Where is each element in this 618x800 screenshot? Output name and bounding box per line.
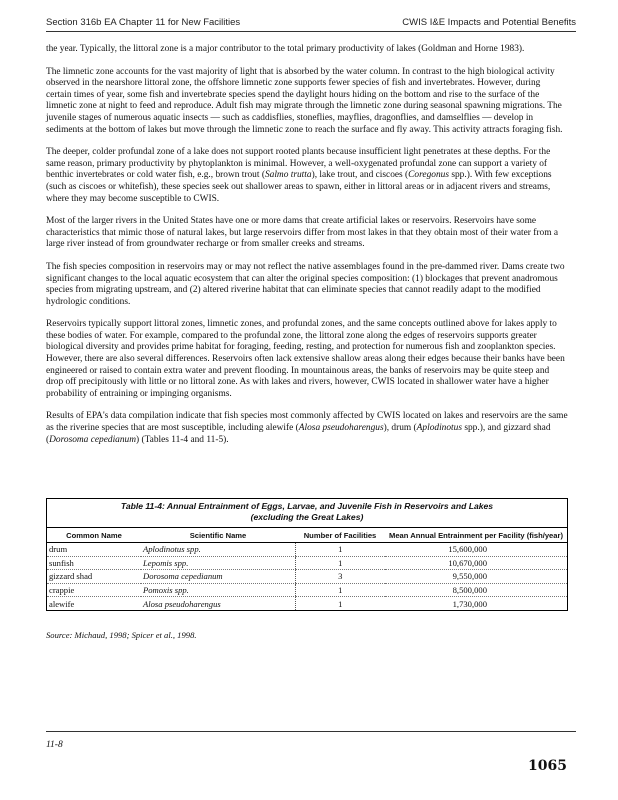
paragraph-species-composition: The fish species composition in reservoirs may or may not reflect the native assemblages found in the pre-dammed river. Dams create two significant changes to the local aquatic ecosystem that can alter the original species composition: (1) blockages that prevent anadromous species from migrating upstream, and (2) altered riverine habitat that can eliminate species that cannot readily adapt to the modified hydrologic conditions. (46, 261, 565, 307)
cell-entrainment: 1,730,000 (452, 598, 487, 609)
header-left-title: Section 316b EA Chapter 11 for New Facilities (46, 17, 241, 28)
cell-common-name: drum (47, 543, 141, 557)
paragraph-limnetic: The limnetic zone accounts for the vast majority of light that is absorbed by the water column. In contrast to the high biological activity observed in the nearshore littoral zone, the offshore limnetic zone supports fewer species of fish and invertebrates. However, during certain times of year, some fish and invertebrate species spend the daylight hours hiding on the bottom and rise to the surface of the limnetic zone at night to feed and reproduce. Adult fish may migrate through the limnetic zone during seasonal spawning migrations. The juvenile stages of numerous aquatic insects — such as caddisflies, stoneflies, mayflies, dragonflies, and damselflies — develop in sediments at the bottom of lakes but move through the limnetic zone to reach the surface and fly away. This activity attracts foraging fish. (46, 66, 563, 135)
table-row (47, 543, 567, 557)
species-name: Dorosoma cepedianum (49, 434, 137, 445)
paragraph-reservoirs: Most of the larger rivers in the United States have one or more dams that create artificial lakes or reservoirs. Reservoirs have some characteristics that mimic those of natural lakes, but large reservoirs differ from most lakes in that they obtain most of their water from a large river instead of from groundwater recharge or from smaller creeks and streams. (46, 216, 558, 250)
species-name: Lepomis spp. (143, 557, 189, 568)
table-title-line: Table 11-4: Annual Entrainment of Eggs, Larvae, and Juvenile Fish in Reservoirs and Lakes (120, 501, 494, 511)
table-header-row (47, 528, 567, 543)
header-right-title: CWIS I&E Impacts and Potential Benefits (402, 17, 576, 28)
species-name: Aplodinotus spp. (143, 544, 201, 555)
species-name: Dorosoma cepedianum (143, 571, 223, 582)
column-header-facilities: Number of Facilities (295, 528, 385, 543)
cell-common-name: gizzard shad (47, 570, 141, 584)
text-run: The deeper, colder profundal zone of a lake does not support rooted plants because insufficient light penetrates at these depths. For the same reason, primary productivity by phytoplankton is minimal. However, a well-oxygenated profundal zone can support a variety of benthic invertebrates or cold water fish, e.g., brown trout ( (46, 147, 551, 181)
text-run: ), lake trout, and ciscoes ( (311, 170, 409, 181)
cell-facilities: 1 (295, 556, 385, 570)
text-run: spp.), and gizzard shad ( (46, 423, 551, 445)
column-header-scientific-name: Scientific Name (141, 528, 295, 543)
text-run: ) (Tables 11-4 and 11-5). (136, 434, 229, 445)
table-grid (47, 527, 567, 610)
page-number: 11-8 (46, 740, 63, 750)
table-row (47, 583, 567, 597)
cell-entrainment: 15,600,000 (385, 543, 567, 557)
header-rule (46, 31, 576, 32)
cell-facilities: 1 (295, 597, 385, 610)
cell-scientific-name (141, 543, 295, 557)
cell-scientific-name (141, 570, 295, 584)
cell-scientific-name (141, 583, 295, 597)
cell-facilities: 1 (295, 583, 385, 597)
species-name: Coregonus (408, 170, 449, 181)
column-header-common-name: Common Name (47, 528, 141, 543)
footer-rule (46, 731, 576, 732)
table-row (47, 570, 567, 584)
table-row (47, 556, 567, 570)
table-title (47, 499, 567, 527)
cell-facilities: 3 (295, 570, 385, 584)
species-name: Aplodinotus (416, 423, 462, 434)
cell-scientific-name (141, 597, 295, 610)
body-text (46, 44, 568, 457)
entrainment-table (46, 498, 568, 611)
text-run: spp.). With few exceptions (such as ciscoes or whitefish), these species seek out shallower areas to spawn, either in littoral areas or in adjacent rivers and streams, where they may become susceptible to CWIS. (46, 170, 552, 204)
cell-common-name: alewife (49, 598, 75, 609)
paragraph-littoral: the year. Typically, the littoral zone is a major contributor to the total primary productivity of lakes (Goldman and Horne 1983). (46, 44, 525, 54)
cell-facilities: 1 (295, 543, 385, 557)
species-name: Alosa pseudoharengus (143, 598, 221, 609)
paragraph-reservoir-zones: Reservoirs typically support littoral zones, limnetic zones, and profundal zones, and the same concepts outlined above for lakes apply to these bodies of water. For example, compared to the profundal zone, the littoral zone along the edges of reservoirs supports greater biological diversity and provides prime habitat for foraging, feeding, resting, and protection for numerous fish and zooplankton species. However, there are also several differences. Reservoirs often lack extensive shallow areas along their edges because their banks have been engineered or raised to contain extra water and prevent flooding. In mountainous areas, the banks of reservoirs may be quite steep and drop off precipitously with little or no littoral zone. As with lakes and rivers, however, CWIS located in shallower water have a higher probability of entraining or impinging organisms. (46, 319, 565, 399)
table-source-note: Source: Michaud, 1998; Spicer et al., 1998. (46, 630, 197, 640)
text-run: ), drum ( (383, 423, 417, 434)
species-name: Alosa pseudoharengus (298, 423, 384, 434)
cell-common-name: crappie (47, 583, 141, 597)
species-name: Pomoxis spp. (143, 585, 189, 596)
column-header-entrainment: Mean Annual Entrainment per Facility (fish/year) (385, 528, 567, 543)
paragraph-epa-results (46, 411, 568, 446)
cell-entrainment: 8,500,000 (385, 583, 567, 597)
bates-stamp: 1065 (528, 758, 567, 774)
cell-scientific-name (141, 556, 295, 570)
cell-entrainment: 10,670,000 (385, 556, 567, 570)
table-row (47, 597, 567, 610)
cell-common-name: sunfish (47, 556, 141, 570)
paragraph-profundal (46, 147, 568, 205)
text-run: Results of EPA's data compilation indicate that fish species most commonly affected by CWIS located on lakes and reservoirs are the same as the riverine species that are most susceptible, including alewife ( (46, 411, 568, 434)
table-subtitle-line: (excluding the Great Lakes) (250, 512, 364, 522)
cell-entrainment: 9,550,000 (385, 570, 567, 584)
species-name: Salmo trutta (264, 170, 312, 181)
